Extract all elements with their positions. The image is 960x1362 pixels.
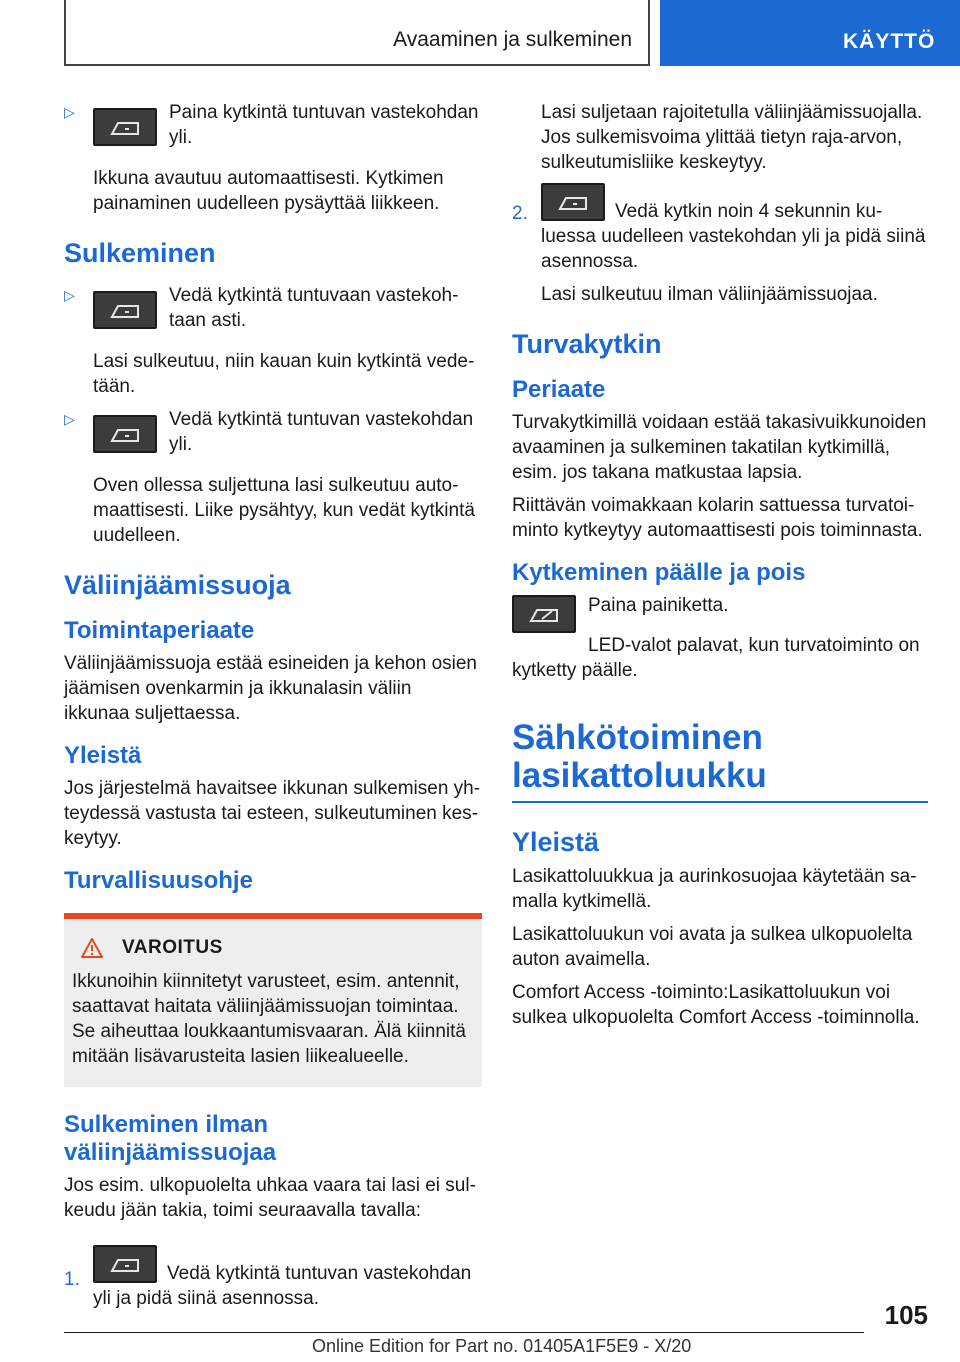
sulkeminen-ilman-text: Jos esim. ulkopuolelta uhkaa vaara tai lasi ei sulkeudu jään takia, toimi seuraavalla tavalla: — [64, 1175, 476, 1221]
right-column — [512, 100, 928, 1038]
window-switch-icon — [541, 183, 605, 221]
intro-step — [64, 100, 482, 158]
child-lock-switch-icon — [512, 595, 576, 633]
window-switch-icon — [93, 291, 157, 329]
warning-triangle-icon — [80, 937, 104, 959]
step-text: Vedä kytkintä tuntuvan vastekohdan yli ja pidä siinä asennossa. — [93, 1263, 472, 1309]
page-header — [0, 0, 960, 66]
continued-text: Lasi suljetaan rajoitetulla väliinjäämissuojalla. Jos sulkemisvoima ylittää tietyn raja-arvon, sulkeutumisliike keskeytyy. — [541, 102, 923, 173]
heading-valiinjaamissuoja: Väliinjäämissuoja — [64, 570, 291, 600]
step-result: Lasi sulkeutuu, niin kauan kuin kytkintä vedetään. — [93, 351, 475, 397]
step-text: Vedä kytkin noin 4 sekunnin kuluessa uudelleen vastekohdan yli ja pidä siinä asennossa. — [541, 201, 926, 272]
heading-periaate: Periaate — [512, 376, 606, 403]
lasikatto-text-2: Lasikattoluukun voi avata ja sulkea ulkopuolelta auton avaimella. — [512, 924, 913, 970]
header-section-title: Avaaminen ja sulkeminen — [393, 28, 632, 51]
warning-text: Ikkunoihin kiinnitetyt varusteet, esim. antennit, saattavat haitata väliinjäämissuojan toimintaa. Se aiheuttaa loukkaantumisvaaran. Älä kiinnitä mitään lisävarusteita lasien liikealueelle. — [72, 971, 466, 1067]
sulkeminen-step-2 — [64, 407, 482, 465]
step-number: 2. — [512, 203, 528, 224]
step-marker-icon: ▷ — [64, 104, 75, 120]
step-marker-icon: ▷ — [64, 411, 75, 427]
step-text: Paina kytkintä tuntuvan vastekohdan yli. — [169, 102, 479, 148]
heading-toimintaperiaate: Toimintaperiaate — [64, 617, 255, 644]
heading-turvallisuusohje: Turvallisuusohje — [64, 867, 253, 894]
step-text: Vedä kytkintä tuntuvan vastekohdan yli. — [169, 409, 474, 455]
ilman-step-1 — [64, 1245, 482, 1311]
ilman-step-2 — [512, 183, 928, 274]
yleista-text: Jos järjestelmä havaitsee ikkunan sulkemisen yhteydessä vastusta tai esteen, sulkeutuminen keskeytyy. — [64, 778, 481, 849]
header-chapter-label: KÄYTTÖ — [843, 30, 936, 53]
heading-sulkeminen: Sulkeminen — [64, 238, 216, 268]
lasikatto-text-3: Comfort Access -toiminto:Lasikattoluukun voi sulkea ulkopuolelta Comfort Access -toiminnolla. — [512, 982, 920, 1028]
kytkeminen-step — [512, 593, 928, 633]
step-result: Ikkuna avautuu automaattisesti. Kytkimen painaminen uudelleen pysäyttää liikkeen. — [93, 168, 444, 214]
heading-lasikattoluukku: Sähkötoiminen lasikattoluukku — [512, 719, 928, 803]
sulkeminen-step-1 — [64, 283, 482, 341]
step-result: Oven ollessa suljettuna lasi sulkeutuu automaattisesti. Liike pysähtyy, kun vedät kytkintä uudelleen. — [93, 475, 475, 546]
step-number: 1. — [64, 1269, 80, 1290]
left-column — [64, 100, 482, 1319]
step-result: Lasi sulkeutuu ilman väliinjäämissuojaa. — [541, 284, 878, 305]
step-result: LED-valot palavat, kun turvatoiminto on kytketty päälle. — [512, 635, 920, 681]
periaate-text-1: Turvakytkimillä voidaan estää takasivuikkunoiden avaaminen ja sulkeminen takatilan kytkimillä, esim. jos takana matkustaa lapsia. — [512, 412, 927, 483]
step-text: Vedä kytkintä tuntuvaan vastekohtaan asti. — [169, 285, 459, 331]
footer-divider — [64, 1332, 864, 1333]
warning-title: VAROITUS — [122, 937, 223, 958]
periaate-text-2: Riittävän voimakkaan kolarin sattuessa turvatoiminto kytkeytyy automaattisesti pois toiminnasta. — [512, 495, 923, 541]
header-section-box — [64, 0, 650, 66]
heading-yleista: Yleistä — [64, 742, 142, 769]
header-chapter-tab — [660, 0, 960, 66]
toimintaperiaate-text: Väliinjäämissuoja estää esineiden ja kehon osien jäämisen ovenkarmin ja ikkunalasin väliin ikkunaa suljettaessa. — [64, 653, 477, 724]
heading-turvakytkin: Turvakytkin — [512, 329, 662, 359]
step-marker-icon: ▷ — [64, 287, 75, 303]
heading-lasikatto-yleista: Yleistä — [512, 827, 600, 857]
warning-box — [64, 913, 482, 1087]
window-switch-icon — [93, 415, 157, 453]
lasikatto-text-1: Lasikattoluukkua ja aurinkosuojaa käytetään samalla kytkimellä. — [512, 866, 917, 912]
heading-kytkeminen: Kytkeminen päälle ja pois — [512, 559, 806, 586]
page-number: 105 — [884, 1300, 928, 1330]
heading-sulkeminen-ilman: Sulkeminen ilman väliinjäämissuojaa — [64, 1111, 277, 1166]
window-switch-icon — [93, 108, 157, 146]
window-switch-icon — [93, 1245, 157, 1283]
step-text: Paina painiketta. — [588, 595, 729, 616]
footer-edition: Online Edition for Part no. 01405A1F5E9 - X/20 — [312, 1336, 692, 1356]
